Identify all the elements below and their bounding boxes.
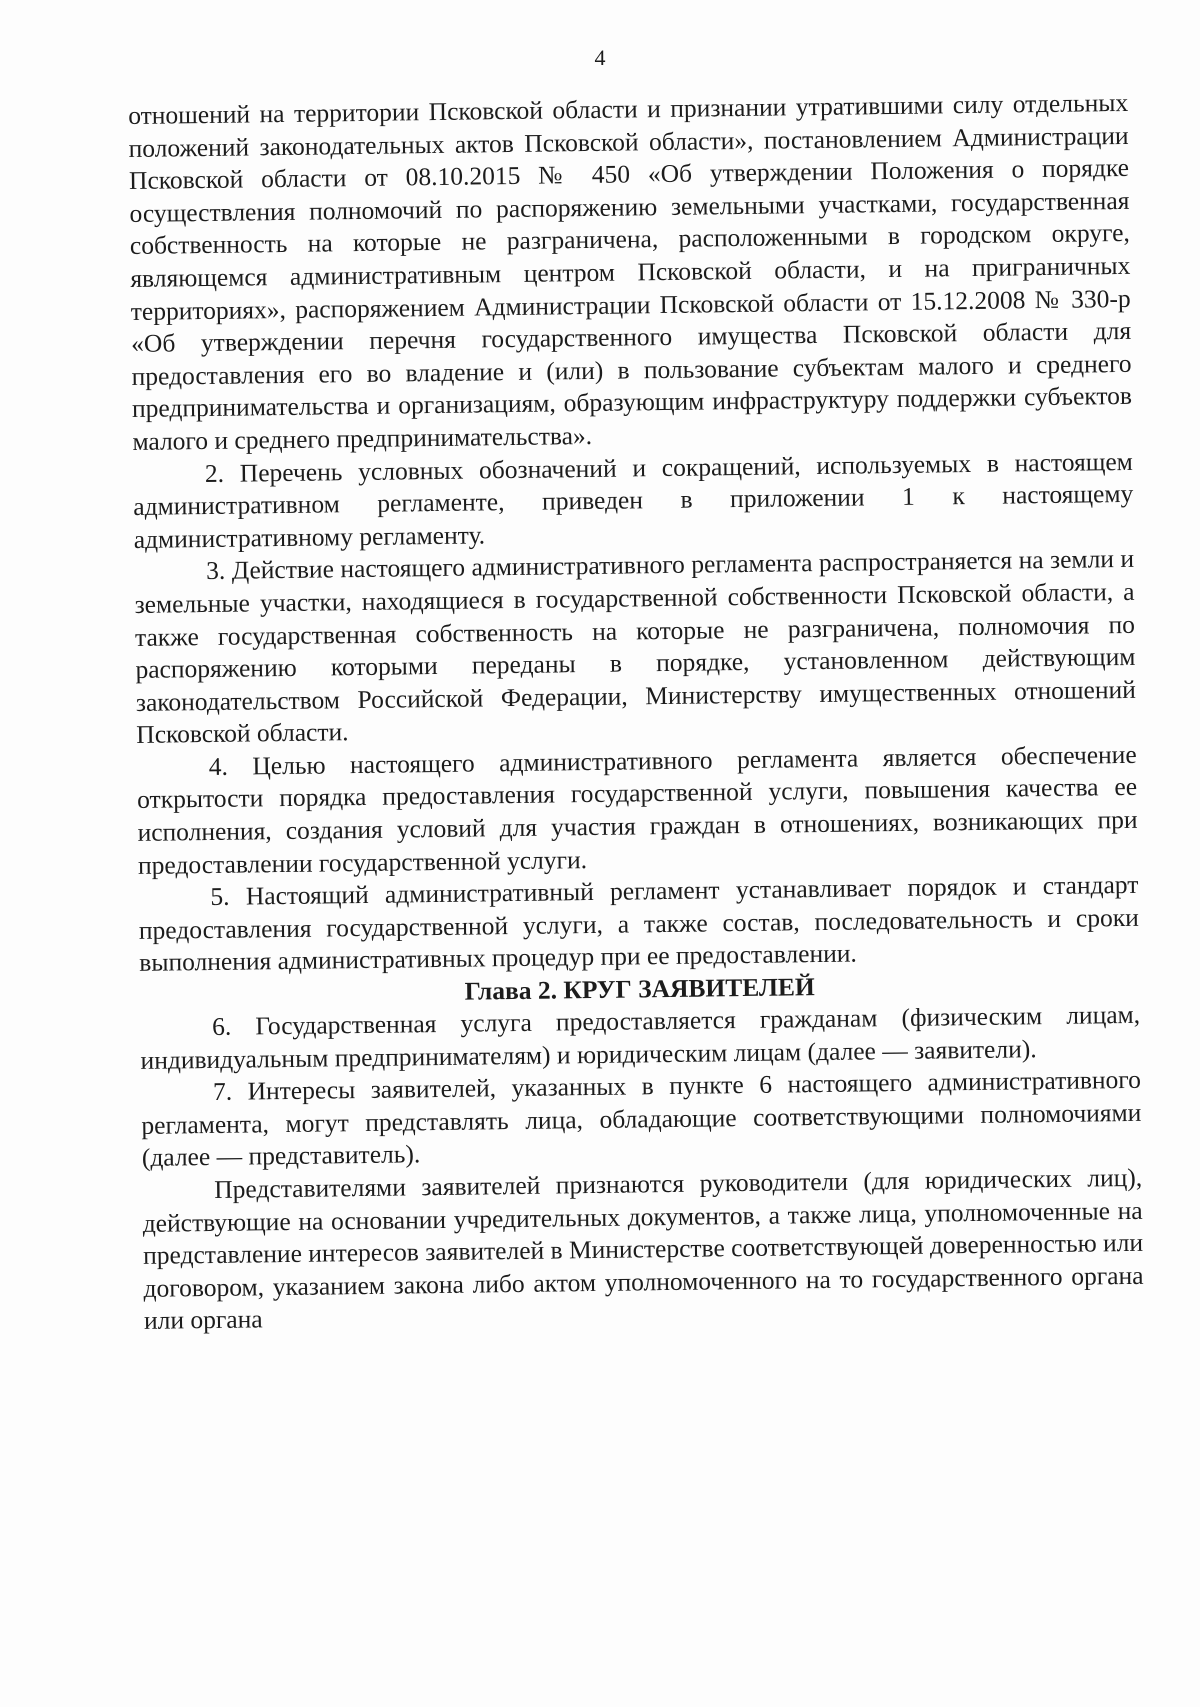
- paragraph-item-5: 5. Настоящий административный регламент устанавливает порядок и стандарт предоставления государственной услуги, а также состав, последовательность и сроки выполнения административных процедур при ее предоставлении.: [138, 870, 1139, 978]
- document-body: [128, 87, 1144, 1338]
- paragraph-item-4: 4. Целью настоящего административного регламента является обеспечение открытости порядка предоставления государственной услуги, повышения качества ее исполнения, создания условий для участия граждан в отношениях, возникающих при предоставлении государственной услуги.: [136, 739, 1138, 880]
- chapter-heading: Глава 2. КРУГ ЗАЯВИТЕЛЕЙ: [464, 972, 815, 1006]
- paragraph-item-6: 6. Государственная услуга предоставляется гражданам (физическим лицам, индивидуальным предпринимателям) и юридическим лицам (далее — заявители).: [140, 999, 1141, 1075]
- paragraph-representatives: Представителями заявителей признаются руководители (для юридических лиц), действующие на основании учредительных документов, а также лица, уполномоченные на представление интересов заявителей в Министерстве соответствующей доверенностью или договором, указанием закона либо актом уполномоченного на то государственного органа или органа: [142, 1162, 1144, 1336]
- paragraph-item-3: 3. Действие настоящего административного регламента распространяется на земли и земельные участки, находящиеся в государственной собственности Псковской области, а также государственная собственность на которые не разграничена, полномочия по распоряжению которыми переданы в порядке, установленном действующим законодательством Российской Федерации, Министерству имущественных отношений Псковской области.: [134, 544, 1136, 750]
- paragraph-item-2: 2. Перечень условных обозначений и сокращений, используемых в настоящем административном регламенте, приведен в приложении 1 к настоящему административному регламенту.: [133, 446, 1134, 554]
- paragraph-continuation: отношений на территории Псковской области и признании утратившими силу отдельных положений законодательных актов Псковской области», постановлением Администрации Псковской области от 08.10.2015 № 450 «Об утверждении Положения о порядке осуществления полномочий по распоряжению земельными участками, государственная собственность на которые не разграничена, расположенными в городском округе, являющемся административным центром Псковской области, и на приграничных территориях», распоряжением Администрации Псковской области от 15.12.2008 № 330-р «Об утверждении перечня государственного имущества Псковской области для предоставления его во владение и (или) в пользование субъектам малого и среднего предпринимательства и организациям, образующим инфраструктуру поддержки субъектов малого и среднего предпринимательства».: [128, 87, 1133, 456]
- paragraph-item-7: 7. Интересы заявителей, указанных в пункте 6 настоящего административного регламента, могут представлять лица, обладающие соответствующими полномочиями (далее — представитель).: [141, 1065, 1142, 1173]
- page-number: 4: [594, 45, 606, 70]
